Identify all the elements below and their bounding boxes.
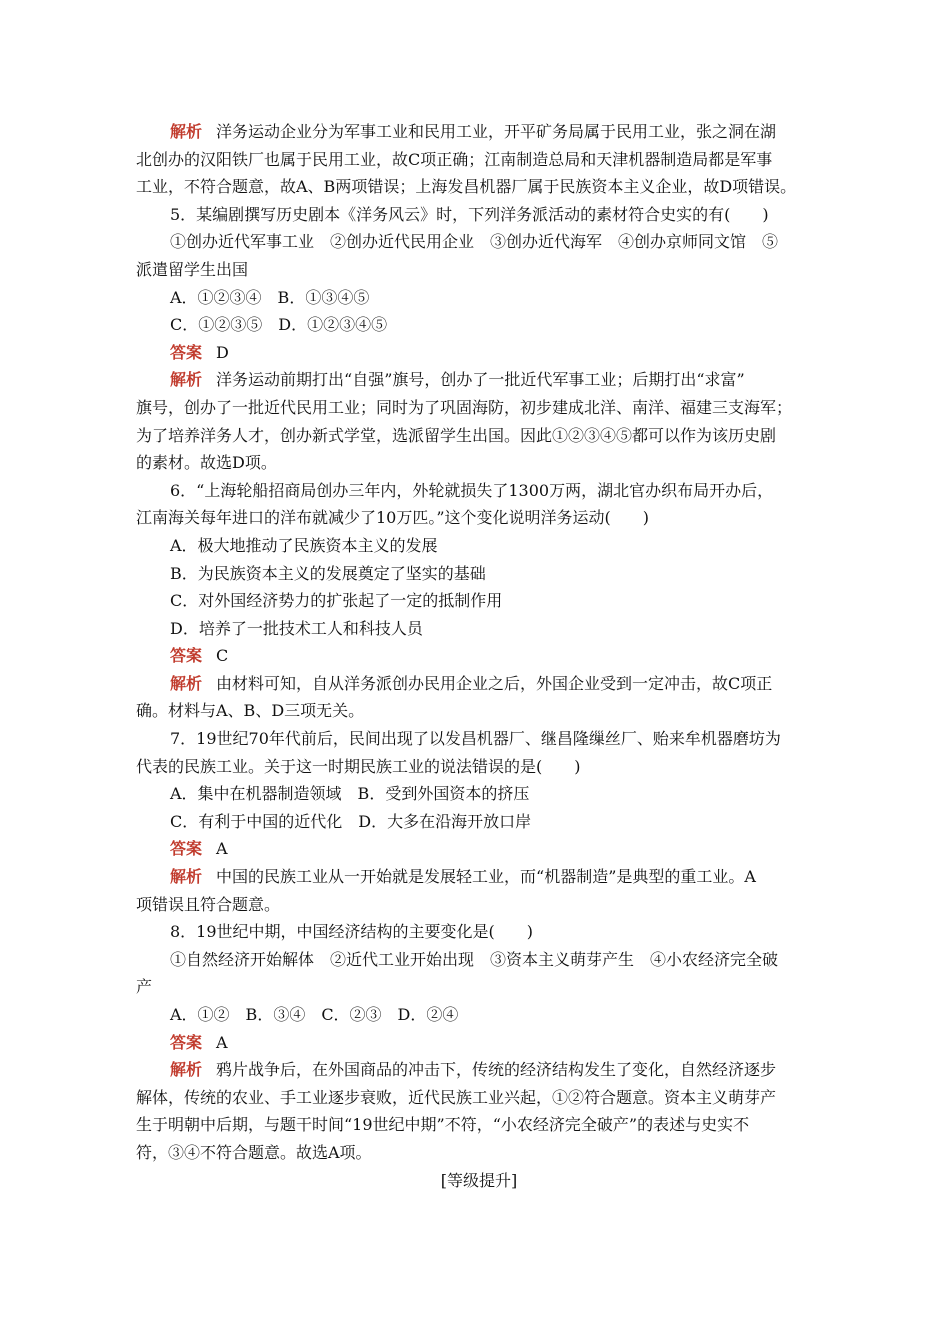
line-text: 解体，传统的农业、手工业逐步衰败，近代民族工业兴起，①②符合题意。资本主义萌芽产 — [136, 1087, 777, 1107]
line-text: 项错误且符合题意。 — [136, 894, 281, 914]
line-text: D — [216, 342, 229, 362]
text-line — [136, 697, 822, 725]
line-text: 7．19世纪70年代前后，民间出现了以发昌机器厂、继昌隆缫丝厂、贻来牟机器磨坊为 — [170, 729, 781, 749]
text-line — [136, 808, 822, 836]
keyword-label: 答案 — [170, 646, 203, 666]
text-line — [136, 891, 822, 919]
text-line — [136, 615, 822, 643]
text-line — [136, 201, 822, 229]
text-line — [136, 256, 822, 284]
line-text: A．极大地推动了民族资本主义的发展 — [170, 535, 438, 555]
line-text: 洋务运动企业分为军事工业和民用工业，开平矿务局属于民用工业，张之洞在湖 — [216, 122, 777, 141]
line-text: 代表的民族工业。关于这一时期民族工业的说法错误的是( ) — [136, 756, 581, 776]
line-text: C — [216, 646, 229, 666]
section-heading: [等级提升] — [440, 1170, 518, 1190]
line-text: A．①②③④ B．①③④⑤ — [170, 287, 370, 307]
line-text: D．培养了一批技术工人和科技人员 — [170, 618, 423, 638]
text-line — [136, 477, 822, 505]
text-line — [136, 311, 822, 339]
text-line — [136, 504, 822, 532]
line-text: 符，③④不符合题意。故选A项。 — [136, 1142, 372, 1162]
line-text: ①创办近代军事工业 ②创办近代民用企业 ③创办近代海军 ④创办京师同文馆 ⑤ — [170, 232, 779, 252]
line-text: A — [216, 839, 228, 859]
keyword-label: 答案 — [170, 1032, 203, 1052]
line-text: 派遣留学生出国 — [136, 259, 249, 279]
line-text: 6．“上海轮船招商局创办三年内，外轮就损失了1300万两，湖北官办织布局开办后， — [170, 480, 774, 500]
text-line — [136, 146, 822, 174]
line-text: 产 — [136, 977, 153, 997]
text-line — [136, 1029, 822, 1057]
text-line — [136, 1139, 822, 1167]
keyword-label: 解析 — [170, 122, 203, 141]
text-line — [136, 422, 822, 450]
text-line — [136, 946, 822, 974]
line-text: 5．某编剧撰写历史剧本《洋务风云》时，下列洋务派活动的素材符合史实的有( ) — [170, 204, 769, 224]
line-text: 江南海关每年进口的洋布就减少了10万匹。”这个变化说明洋务运动( ) — [136, 508, 650, 528]
line-text: 由材料可知，自从洋务派创办民用企业之后，外国企业受到一定冲击，故C项正 — [216, 673, 773, 693]
keyword-label: 解析 — [170, 1060, 203, 1080]
line-text: B．为民族资本主义的发展奠定了坚实的基础 — [170, 563, 486, 583]
line-text: 洋务运动前期打出“自强”旗号，创办了一批近代军事工业；后期打出“求富” — [216, 370, 745, 390]
text-line — [136, 587, 822, 615]
text-line — [136, 1084, 822, 1112]
text-line — [136, 1056, 822, 1084]
text-line — [136, 366, 822, 394]
document-page — [136, 118, 822, 1194]
keyword-label: 解析 — [170, 370, 203, 390]
line-text: A．①② B．③④ C．②③ D．②④ — [170, 1005, 459, 1024]
text-line — [136, 228, 822, 256]
line-text: 生于明朝中后期，与题干时间“19世纪中期”不符，“小农经济完全破产”的表述与史实不 — [136, 1115, 750, 1135]
line-text: 为了培养洋务人才，创办新式学堂，选派留学生出国。因此①②③④⑤都可以作为该历史剧 — [136, 425, 777, 445]
line-text: 中国的民族工业从一开始就是发展轻工业，而“机器制造”是典型的重工业。A — [216, 867, 756, 887]
line-text: 鸦片战争后，在外国商品的冲击下，传统的经济结构发生了变化，自然经济逐步 — [216, 1060, 777, 1080]
line-text: ①自然经济开始解体 ②近代工业开始出现 ③资本主义萌芽产生 ④小农经济完全破 — [170, 949, 779, 969]
document-body — [136, 118, 822, 1167]
line-text: 确。材料与A、B、D三项无关。 — [136, 701, 365, 721]
text-line — [136, 973, 822, 1001]
text-line — [136, 918, 822, 946]
text-line — [136, 1111, 822, 1139]
line-text: 工业，不符合题意，故A、B两项错误；上海发昌机器厂属于民族资本主义企业，故D项错误。 — [136, 177, 797, 197]
text-line — [136, 725, 822, 753]
line-text: 8．19世纪中期，中国经济结构的主要变化是( ) — [170, 922, 534, 942]
line-text: 北创办的汉阳铁厂也属于民用工业，故C项正确；江南制造总局和天津机器制造局都是军事 — [136, 149, 773, 169]
line-text: C．有利于中国的近代化 D．大多在沿海开放口岸 — [170, 811, 532, 831]
text-line — [136, 835, 822, 863]
line-text: 旗号，创办了一批近代民用工业；同时为了巩固海防，初步建成北洋、南洋、福建三支海军； — [136, 397, 793, 417]
text-line — [136, 339, 822, 367]
text-line — [136, 1001, 822, 1029]
text-line — [136, 284, 822, 312]
text-line — [136, 394, 822, 422]
keyword-label: 答案 — [170, 839, 203, 859]
line-text: 的素材。故选D项。 — [136, 453, 277, 473]
text-line — [136, 780, 822, 808]
text-line — [136, 560, 822, 588]
line-text: C．①②③⑤ D．①②③④⑤ — [170, 315, 388, 335]
line-text: A — [216, 1032, 228, 1052]
text-line — [136, 449, 822, 477]
keyword-label: 解析 — [170, 673, 203, 693]
text-line — [136, 173, 822, 201]
line-text: C．对外国经济势力的扩张起了一定的抵制作用 — [170, 591, 503, 611]
text-line — [136, 532, 822, 560]
line-text: A．集中在机器制造领域 B．受到外国资本的挤压 — [170, 784, 530, 804]
text-line — [136, 118, 822, 146]
text-line — [136, 863, 822, 891]
text-line — [136, 670, 822, 698]
keyword-label: 解析 — [170, 867, 203, 887]
keyword-label: 答案 — [170, 342, 203, 362]
text-line — [136, 642, 822, 670]
text-line — [136, 753, 822, 781]
